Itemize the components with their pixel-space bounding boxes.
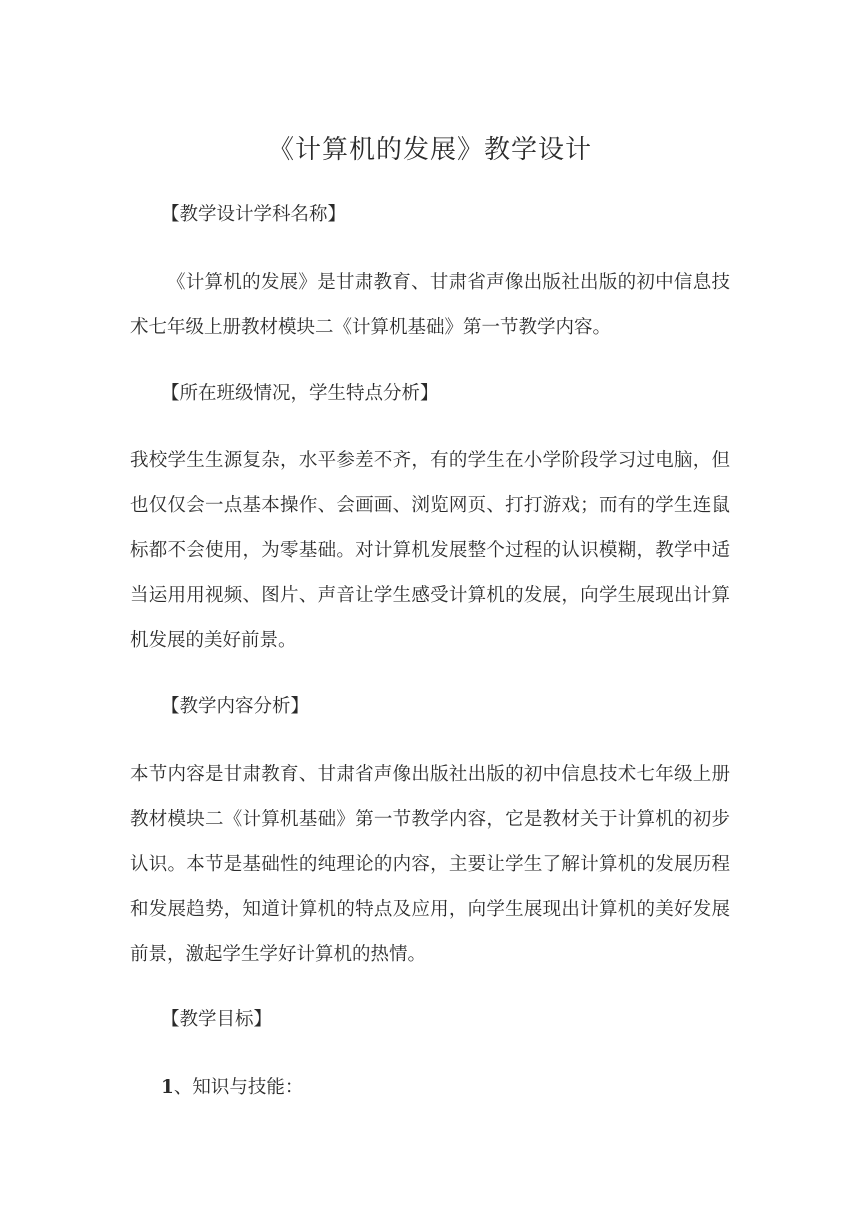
document-title: 《计算机的发展》教学设计 [267, 135, 592, 165]
paragraph-class: 我校学生生源复杂，水平参差不齐，有的学生在小学阶段学习过电脑，但也仅仅会一点基本操作、会画画、浏览网页、打打游戏；而有的学生连鼠标都不会使用，为零基础。对计算机发展整个过程的认识模糊，教学中适当运用用视频、图片、声音让学生感受计算机的发展，向学生展现出计算机发展的美好前景。 [130, 450, 730, 651]
paragraph-content: 本节内容是甘肃教育、甘肃省声像出版社出版的初中信息技术七年级上册教材模块二《计算机基础》第一节教学内容，它是教材关于计算机的初步认识。本节是基础性的纯理论的内容，主要让学生了解计算机的发展历程和发展趋势，知道计算机的特点及应用，向学生展现出计算机的美好发展前景，激起学生学好计算机的热情。 [130, 764, 730, 965]
section-heading-class: 【所在班级情况，学生特点分析】 [161, 383, 439, 404]
section-heading-goal: 【教学目标】 [161, 1009, 273, 1030]
goal-item-text: 、知识与技能： [173, 1077, 304, 1098]
section-heading-subject: 【教学设计学科名称】 [161, 204, 347, 225]
paragraph-subject: 《计算机的发展》是甘肃教育、甘肃省声像出版社出版的初中信息技术七年级上册教材模块二《计算机基础》第一节教学内容。 [130, 272, 730, 338]
goal-item-knowledge [161, 1065, 303, 1110]
goal-item-number: 1 [161, 1077, 174, 1098]
section-heading-content: 【教学内容分析】 [161, 696, 310, 717]
